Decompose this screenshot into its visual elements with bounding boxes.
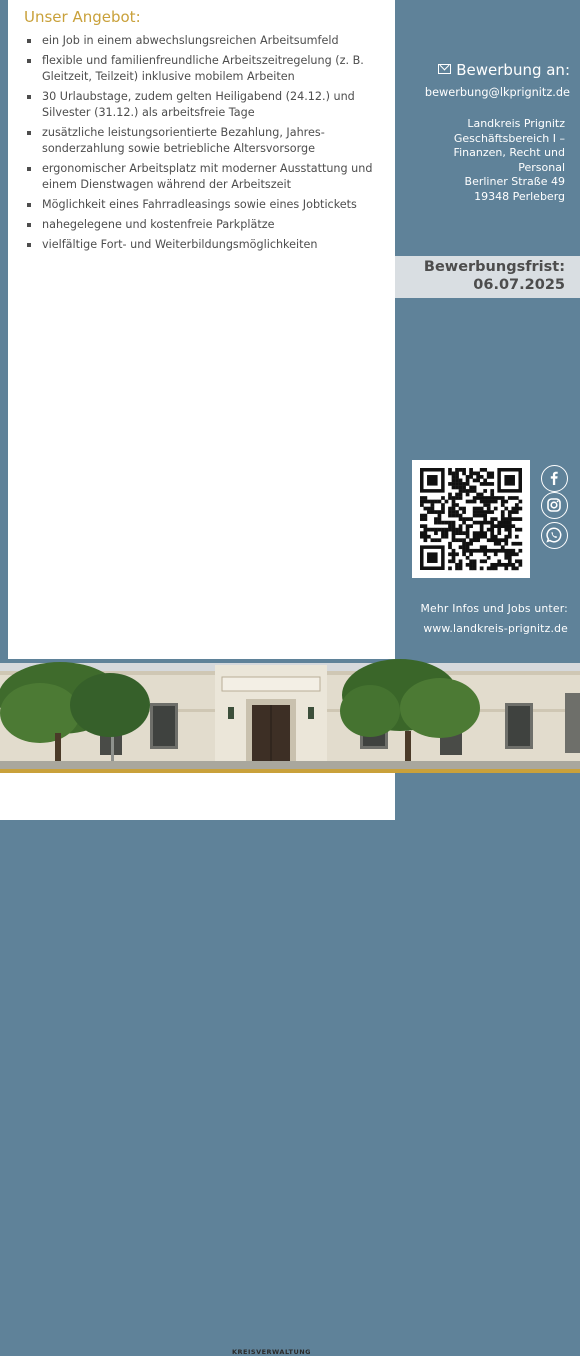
whatsapp-icon[interactable] (541, 522, 568, 549)
qr-code[interactable] (412, 460, 530, 578)
list-item: ergonomischer Arbeitsplatz mit moderner Ausstattung und einem Dienstwagen während der Arbeitszeit (24, 161, 390, 193)
list-item: nahegelegene und kostenfreie Parkplätze (24, 217, 390, 233)
address-line: Geschäftsbereich I – (453, 131, 565, 145)
offer-list (24, 33, 390, 257)
building-photo-drawing (0, 663, 580, 769)
deadline-label: Bewerbungsfrist: (423, 259, 565, 275)
postal-address (410, 117, 565, 204)
application-heading-label: Bewerbung an: (456, 61, 570, 79)
qr-code-icon (420, 468, 522, 570)
list-item: Möglichkeit eines Fahrradleasings sowie eines Jobtickets (24, 197, 390, 213)
list-item: 30 Urlaubstage, zudem gelten Heiligabend (24.12.) und Silvester (31.12.) als arbeitsfreie Tage (24, 89, 390, 121)
address-line: Berliner Straße 49 (464, 175, 565, 188)
address-line: Landkreis Prignitz (467, 117, 565, 130)
facebook-icon[interactable] (541, 465, 568, 492)
footer-white-band (0, 773, 395, 820)
address-line: 19348 Perleberg (474, 189, 565, 203)
application-heading (398, 61, 570, 79)
instagram-icon[interactable] (541, 492, 568, 519)
application-email-link[interactable]: bewerbung@lkprignitz.de (424, 86, 570, 99)
website-link[interactable]: www.landkreis-prignitz.de (423, 622, 568, 635)
list-item: zusätzliche leistungsorientierte Bezahlung, Jahres-sonderzahlung sowie betriebliche Altersvorsorge (24, 125, 390, 157)
more-info-label: Mehr Infos und Jobs unter: (420, 602, 568, 615)
offer-panel (8, 0, 395, 659)
list-item: flexible und familienfreundliche Arbeitszeitregelung (z. B. Gleitzeit, Teilzeit) inklusive mobilem Arbeiten (24, 53, 390, 85)
building-photo (0, 663, 580, 1356)
deadline-box (395, 256, 580, 298)
address-line: Finanzen, Recht und (453, 146, 565, 159)
list-item: vielfältige Fort- und Weiterbildungsmöglichkeiten (24, 237, 390, 253)
building-sign: KREISVERWALTUNG (232, 1348, 312, 1356)
address-line: Personal (518, 160, 565, 174)
list-item: ein Job in einem abwechslungsreichen Arbeitsumfeld (24, 33, 390, 49)
offer-heading: Unser Angebot: (24, 8, 141, 26)
deadline-date: 06.07.2025 (473, 277, 565, 293)
mail-icon (438, 64, 451, 74)
